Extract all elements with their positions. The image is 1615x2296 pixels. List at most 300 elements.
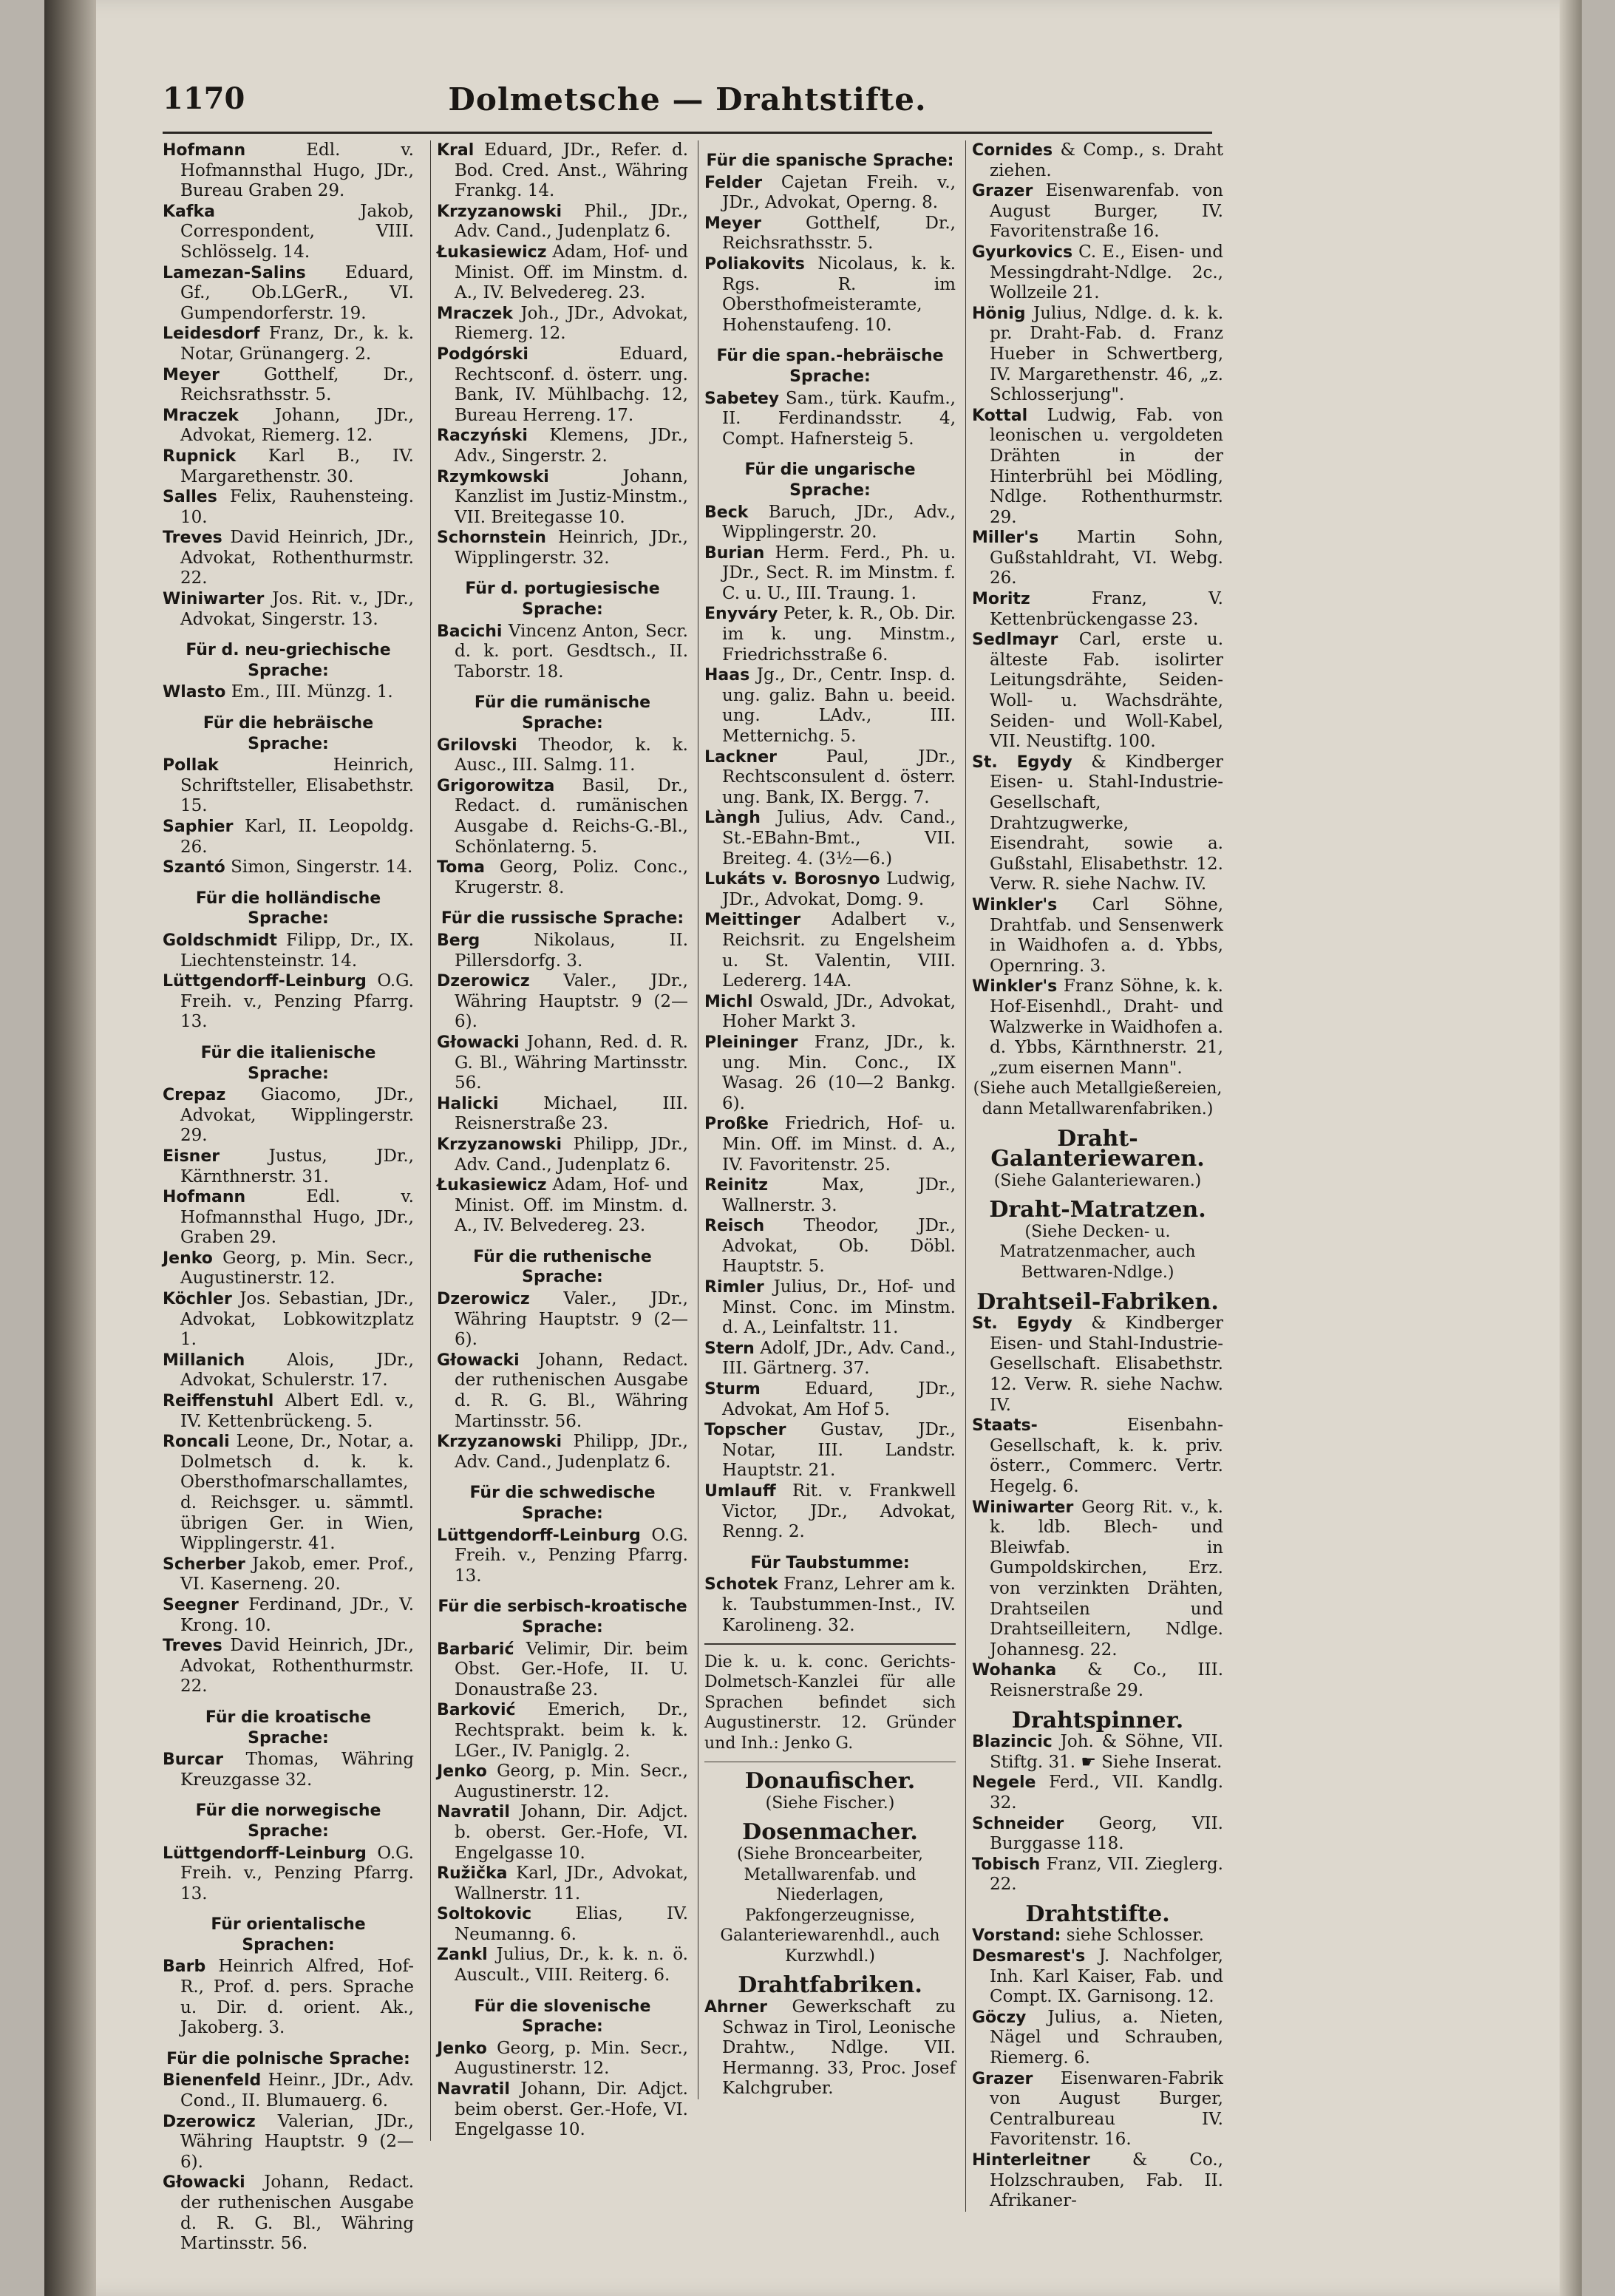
entry-name: Haas [704, 666, 750, 685]
entry-details: Eisenbahn-Gesellschaft, k. k. priv. österr., Commerc. Vertr. Hegelg. 6. [990, 1416, 1223, 1496]
entry-name: Hofmann [163, 141, 246, 160]
entry-name: Kottal [972, 406, 1028, 425]
entry-details: Adolf, JDr., Adv. Cand., III. Gärtnerg. 37. [722, 1338, 956, 1379]
entry-name: Treves [163, 529, 222, 548]
separator-rule [704, 1762, 956, 1763]
entry-details: Baruch, JDr., Adv., Wipplingerstr. 20. [722, 502, 956, 543]
directory-entry [437, 1134, 688, 1175]
entry-details: Ludwig, Fab. von leonischen u. vergoldeten Drähten in der Hinterbrühl bei Mödling, Ndlge. Rothenthurmstr. 29. [990, 405, 1223, 527]
entry-details: Friedrich, Hof- u. Min. Off. im Minst. d. A., IV. Favoritenstr. 25. [722, 1114, 956, 1175]
entry-details: Eisenwaren-Fabrik von August Burger, Centralbureau IV. Favoritenstr. 16. [990, 2068, 1223, 2150]
entry-name: Grilovski [437, 736, 517, 755]
directory-entry [163, 1843, 414, 1905]
directory-entry [437, 735, 688, 776]
entry-name: Winiwarter [972, 1498, 1074, 1517]
entry-name: Hönig [972, 304, 1026, 323]
entry-name: Barb [163, 1957, 206, 1977]
entry-name: Łukasiewicz [437, 242, 547, 262]
entry-name: Lackner [704, 747, 777, 767]
directory-entry [972, 752, 1223, 895]
entry-details: Georg, Poliz. Conc., Krugerstr. 8. [455, 857, 689, 897]
directory-entry [437, 621, 688, 683]
directory-entry [163, 2111, 414, 2173]
directory-entry [163, 2071, 415, 2111]
entry-details: Karl B., IV. Margarethenstr. 30. [180, 446, 414, 486]
entry-name: Seegner [163, 1595, 239, 1614]
directory-entry [704, 869, 956, 910]
entry-details: Paul, JDr., Rechtsconsulent d. österr. ung. Bank, IX. Bergg. 7. [722, 747, 956, 807]
entry-name: St. Egydy [972, 1314, 1072, 1334]
entry-name: Làngh [704, 809, 761, 828]
entry-name: Staats- [972, 1416, 1038, 1436]
entry-name: Sabetey [704, 389, 780, 408]
entry-details: Albert Edl. v., IV. Kettenbrückeng. 5. [180, 1391, 415, 1431]
language-heading: Für orientalische Sprachen: [211, 1915, 366, 1954]
directory-entry [163, 1636, 414, 1697]
entry-details: Johann, Red. d. R. G. Bl., Währing Martinsstr. 56. [455, 1032, 688, 1093]
directory-entry [163, 1146, 414, 1187]
header-rule [163, 132, 1212, 134]
entry-name: Głowacki [163, 2173, 245, 2193]
entry-name: Meyer [163, 365, 220, 384]
entry-details: Georg Rit. v., k. k. ldb. Blech- und Bleiwfab. in Gumpoldskirchen, Erz. von verzinkten Drähten, Drahtseilen und Drahtseilleitern, Ndlge. Johannesg. 22. [990, 1497, 1223, 1660]
entry-name: Eisner [163, 1147, 220, 1166]
entry-name: Schornstein [437, 529, 546, 548]
directory-entry [704, 1997, 956, 2099]
page-number: 1170 [163, 81, 245, 116]
directory-entry [437, 1945, 688, 1986]
directory-entry [704, 1379, 956, 1420]
entry-details: Heinrich, JDr., Wipplingerstr. 32. [455, 528, 688, 568]
language-heading: Für die kroatische Sprache: [205, 1708, 372, 1748]
entry-details: Johann, Dir. Adjct. beim oberst. Ger.-Hofe, VI. Engelgasse 10. [455, 2079, 688, 2140]
directory-entry [704, 604, 956, 665]
section-heading: Dosenmacher. [742, 1819, 918, 1846]
directory-entry [163, 755, 414, 817]
entry-details: C. E., Eisen- und Messingdraht-Ndlge. 2c., Wollzeile 21. [990, 242, 1223, 303]
entry-name: Grazer [972, 182, 1033, 201]
directory-entry [437, 857, 689, 898]
entry-details: Leone, Dr., Notar, a. Dolmetsch d. k. k. Obersthofmarschallamtes, d. Reichsger. u. sämmtl. übrigen Ger. in Wien, Wipplingerstr. 41. [180, 1432, 414, 1554]
cross-reference: (Siehe Galanteriewaren.) [993, 1171, 1202, 1190]
directory-entry [163, 364, 414, 406]
entry-details: Georg, p. Min. Secr., Augustinerstr. 12. [455, 2038, 688, 2079]
entry-name: Reisch [704, 1217, 765, 1236]
entry-name: Pleininger [704, 1033, 798, 1052]
directory-entry [972, 894, 1223, 977]
entry-name: Umlauff [704, 1482, 776, 1501]
entry-name: Michl [704, 992, 753, 1011]
entry-name: Salles [163, 488, 217, 507]
entry-details: Herm. Ferd., Ph. u. JDr., Sect. R. im Minstm. f. C. u. U., III. Traung. 1. [722, 543, 956, 603]
entry-details: Eduard, JDr., Refer. d. Bod. Cred. Anst., Währing Frankg. 14. [455, 140, 689, 201]
entry-name: Lüttgendorff-Leinburg [163, 1844, 367, 1863]
entry-name: Ružička [437, 1864, 508, 1884]
entry-details: Gustav, JDr., Notar, III. Landstr. Hauptstr. 21. [722, 1420, 956, 1481]
directory-entry [437, 1093, 688, 1135]
cross-reference: (Siehe Fischer.) [765, 1793, 895, 1813]
cross-reference: (Siehe auch Metallgießereien, dann Metallwarenfabriken.) [973, 1079, 1223, 1118]
language-heading: Für die ungarische Sprache: [744, 461, 916, 500]
language-heading: Für die norwegische Sprache: [195, 1801, 381, 1841]
entry-details: O.G. Freih. v., Penzing Pfarrg. 13. [180, 971, 414, 1032]
directory-entry [972, 1732, 1224, 1773]
entry-details: siehe Schlosser. [1066, 1926, 1204, 1946]
language-heading: Für d. portugiesische Sprache: [465, 580, 660, 619]
directory-entry [437, 1525, 688, 1587]
directory-entry [163, 1289, 414, 1351]
language-heading: Für die spanische Sprache: [706, 152, 954, 170]
directory-entry [437, 1904, 688, 1945]
directory-entry [163, 1187, 414, 1249]
entry-details: Simon, Singerstr. 14. [231, 857, 413, 877]
entry-name: Mraczek [437, 304, 513, 323]
section-heading: Draht-Matratzen. [989, 1197, 1206, 1223]
entry-name: Bacichi [437, 622, 503, 641]
entry-details: & Co., Holzschrauben, Fab. II. Afrikaner- [990, 2150, 1223, 2211]
entry-details: Nikolaus, II. Pillersdorfg. 3. [455, 930, 688, 971]
entry-details: Gotthelf, Dr., Reichsrathsstr. 5. [180, 364, 414, 405]
entry-details: Joh. & Söhne, VII. Stiftg. 31. ☛ Siehe Inserat. [990, 1732, 1224, 1772]
entry-details: Ludwig, JDr., Advokat, Domg. 9. [722, 869, 956, 909]
directory-entry [972, 630, 1224, 753]
entry-name: Stern [704, 1339, 755, 1358]
directory-entry [437, 1289, 688, 1351]
entry-details: Basil, Dr., Redact. d. rumänischen Ausgabe d. Reichs-G.-Bl., Schönlaterng. 5. [455, 775, 688, 857]
entry-name: Saphier [163, 818, 234, 836]
entry-details: Georg, VII. Burggasse 118. [990, 1813, 1223, 1854]
entry-details: Valer., JDr., Währing Hauptstr. 9 (2—6). [455, 971, 688, 1032]
language-heading: Für die span.-hebräische Sprache: [716, 347, 944, 386]
directory-entry [437, 466, 688, 529]
entry-name: Jenko [163, 1249, 213, 1268]
directory-entry [437, 1175, 688, 1237]
directory-entry [972, 1314, 1223, 1416]
directory-entry [972, 1660, 1224, 1701]
directory-entry [163, 857, 414, 878]
entry-details: Elias, IV. Neumanng. 6. [455, 1904, 688, 1944]
next-page-edge [1560, 0, 1582, 2296]
directory-entry [704, 1175, 956, 1216]
entry-name: Raczyński [437, 427, 528, 446]
entry-name: Leidesdorf [163, 325, 260, 344]
entry-details: Johann, Redact. der ruthenischen Ausgabe d. R. G. Bl., Währing Martinsstr. 56. [180, 2173, 415, 2254]
entry-name: Kafka [163, 202, 215, 221]
directory-entry [163, 487, 414, 528]
directory-entry [437, 1864, 689, 1904]
directory-entry [972, 1926, 1223, 1946]
entry-name: Winkler's [972, 895, 1058, 914]
entry-details: Carl Söhne, Drahtfab. und Sensenwerk in Waidhofen a. d. Ybbs, Opernring. 3. [990, 894, 1223, 976]
entry-name: Bienenfeld [163, 2071, 262, 2090]
directory-entry [972, 303, 1224, 406]
directory-entry [437, 2079, 688, 2141]
entry-name: Halicki [437, 1094, 499, 1113]
directory-entry [704, 213, 956, 254]
entry-name: Desmarest's [972, 1947, 1086, 1966]
directory-entry [704, 1277, 956, 1339]
entry-details: Eduard, Rechtsconf. d. österr. ung. Bank, IV. Mühlbachg. 12, Bureau Herreng. 17. [455, 344, 688, 425]
entry-name: Grigorowitza [437, 776, 555, 795]
entry-name: Hofmann [163, 1188, 246, 1207]
directory-entry [972, 528, 1223, 589]
entry-details: Rit. v. Frankwell Victor, JDr., Advokat, Renng. 2. [722, 1481, 956, 1542]
directory-entry [704, 910, 956, 991]
entry-name: Winkler's [972, 977, 1058, 996]
entry-name: Podgórski [437, 344, 528, 364]
directory-entry [704, 543, 956, 605]
entry-details: Theodor, JDr., Advokat, Ob. Döbl. Hauptstr. 5. [722, 1216, 956, 1277]
directory-entry [163, 1594, 415, 1636]
directory-entry [972, 405, 1223, 529]
entry-name: Proßke [704, 1115, 769, 1134]
entry-details: Philipp, JDr., Adv. Cand., Judenplatz 6. [455, 1134, 688, 1175]
entry-name: Poliakovits [704, 254, 805, 274]
entry-details: Jos. Rit. v., JDr., Advokat, Singerstr. 13. [180, 589, 414, 629]
entry-details: Em., III. Münzg. 1. [231, 682, 393, 702]
entry-details: Adam, Hof- und Minist. Off. im Minstm. d. A., IV. Belvedereg. 23. [455, 1175, 688, 1236]
directory-entry [163, 324, 414, 364]
entry-details: Oswald, JDr., Advokat, Hoher Markt 3. [722, 991, 956, 1032]
directory-entry [163, 1554, 414, 1595]
entry-name: Moritz [972, 590, 1030, 609]
entry-name: Enyváry [704, 605, 778, 624]
entry-name: Berg [437, 931, 480, 950]
entry-details: Klemens, JDr., Adv., Singerstr. 2. [455, 426, 688, 466]
directory-entry [704, 808, 956, 869]
entry-name: Navratil [437, 2080, 510, 2099]
language-heading: Für die rumänische Sprache: [474, 693, 651, 733]
entry-details: Valer., JDr., Währing Hauptstr. 9 (2—6). [455, 1289, 688, 1350]
entry-details: & Comp., s. Draht ziehen. [990, 140, 1224, 180]
directory-entry [704, 1216, 956, 1277]
entry-details: Cajetan Freih. v., JDr., Advokat, Operng. 8. [722, 172, 956, 213]
entry-name: Burcar [163, 1750, 224, 1770]
entry-details: Jg., Dr., Centr. Insp. d. ung. galiz. Bahn u. beeid. ung. LAdv., III. Metternichg. 5. [722, 665, 956, 747]
directory-entry [704, 1481, 956, 1543]
directory-entry [163, 140, 414, 202]
page-gutter [44, 0, 96, 2296]
entry-details: Jakob, emer. Prof., VI. Kaserneng. 20. [180, 1554, 414, 1594]
entry-details: Edl. v. Hofmannsthal Hugo, JDr., Bureau Graben 29. [180, 140, 414, 201]
entry-details: Adalbert v., Reichsrit. zu Engelsheim u. St. Valentin, VIII. Ledererg. 14A. [722, 910, 956, 991]
entry-name: Topscher [704, 1421, 786, 1440]
cross-reference: (Siehe Decken- u. Matratzenmacher, auch Bettwaren-Ndlge.) [999, 1222, 1196, 1283]
directory-entry [972, 589, 1223, 630]
entry-name: Treves [163, 1637, 222, 1656]
entry-name: Lamezan-Salins [163, 263, 306, 282]
directory-entry [972, 1813, 1223, 1855]
entry-name: Rzymkowski [437, 467, 549, 486]
entry-name: Głowacki [437, 1033, 520, 1052]
language-heading: Für d. neu-griechische Sprache: [186, 641, 391, 680]
language-heading: Für die hebräische Sprache: [203, 714, 374, 753]
entry-details: Johann, Redact. der ruthenischen Ausgabe d. R. G. Bl., Währing Martinsstr. 56. [455, 1350, 689, 1431]
entry-name: Navratil [437, 1803, 510, 1822]
entry-name: Millanich [163, 1351, 245, 1370]
entry-details: Phil., JDr., Adv. Cand., Judenplatz 6. [455, 201, 688, 242]
language-heading: Für die serbisch-kroatische Sprache: [438, 1597, 687, 1637]
directory-entry [163, 817, 415, 857]
directory-entry [437, 201, 688, 242]
entry-details: Gewerkschaft zu Schwaz in Tirol, Leonische Drahtw., Ndlge. VII. Hermanng. 33, Proc. Josef Kalchgruber. [722, 1997, 956, 2099]
entry-name: Lüttgendorff-Leinburg [437, 1526, 641, 1545]
entry-name: Kral [437, 141, 475, 160]
entry-details: Julius, Dr., Hof- und Minst. Conc. im Minstm. d. A., Leinfaltstr. 11. [722, 1277, 956, 1338]
entry-name: Negele [972, 1773, 1036, 1793]
entry-details: Franz, Dr., k. k. Notar, Grünangerg. 2. [180, 324, 414, 364]
entry-name: Barković [437, 1701, 516, 1720]
running-head: Dolmetsche — Drahtstifte. [448, 81, 927, 118]
directory-entry [704, 991, 956, 1033]
entry-details: O.G. Freih. v., Penzing Pfarrg. 13. [180, 1843, 414, 1903]
directory-entry [437, 303, 688, 344]
directory-entry [163, 405, 414, 446]
entry-details: Julius, a. Nieten, Nägel und Schrauben, Riemerg. 6. [990, 2007, 1224, 2068]
entry-details: Franz, Lehrer am k. k. Taubstummen-Inst., IV. Karolineng. 32. [722, 1575, 956, 1635]
entry-name: Wohanka [972, 1661, 1057, 1680]
directory-entry [972, 242, 1223, 304]
language-heading: Für die holländische Sprache: [195, 889, 381, 928]
entry-name: Łukasiewicz [437, 1176, 547, 1195]
entry-name: Cornides [972, 141, 1053, 160]
entry-name: Jenko [437, 2039, 487, 2058]
entry-details: Ferd., VII. Kandlg. 32. [990, 1773, 1223, 1813]
language-heading: Für die russische Sprache: [441, 909, 684, 928]
directory-entry [163, 930, 414, 971]
entry-details: Filipp, Dr., IX. Liechtensteinstr. 14. [180, 930, 414, 971]
entry-details: Felix, Rauhensteing. 10. [180, 487, 414, 527]
entry-details: O.G. Freih. v., Penzing Pfarrg. 13. [455, 1525, 688, 1586]
entry-name: Hinterleitner [972, 2151, 1090, 2170]
directory-entry [163, 1957, 414, 2038]
directory-entry [972, 181, 1223, 242]
language-heading: Für die italienische Sprache: [200, 1043, 376, 1083]
entry-details: Heinr., JDr., Adv. Cond., II. Blumauerg. 6. [180, 2071, 415, 2111]
entry-name: Meyer [704, 214, 761, 233]
directory-entry [163, 1750, 414, 1790]
entry-details: Alois, JDr., Advokat, Schulerstr. 17. [180, 1350, 414, 1390]
entry-details: Franz Söhne, k. k. Hof-Eisenhdl., Draht- und Walzwerke in Waidhofen a. d. Ybbs, Kärnthnerstr. 21, „zum eisernen Mann". [990, 977, 1223, 1078]
directory-entry [704, 502, 956, 543]
entry-name: Reinitz [704, 1176, 768, 1195]
entry-details: Sam., türk. Kaufm., II. Ferdinandsstr. 4, Compt. Hafnersteig 5. [722, 388, 956, 449]
entry-details: Julius, Ndlge. d. k. k. pr. Draht-Fab. d. Franz Hueber in Schwertberg, IV. Margarethenstr. 46, „z. Schlosserjung". [990, 303, 1224, 405]
entry-name: Toma [437, 858, 485, 877]
entry-details: Georg, p. Min. Secr., Augustinerstr. 12. [455, 1762, 688, 1801]
entry-details: Theodor, k. k. Ausc., III. Salmg. 11. [455, 735, 688, 775]
directory-entry [163, 1085, 414, 1147]
entry-details: Johann, JDr., Advokat, Riemerg. 12. [180, 405, 414, 446]
directory-entry [972, 1497, 1223, 1661]
directory-entry [972, 977, 1223, 1079]
directory-entry [704, 1032, 956, 1114]
entry-details: Valerian, JDr., Währing Hauptstr. 9 (2—6). [180, 2111, 414, 2172]
notice-paragraph: Die k. u. k. conc. Gerichts-Dolmetsch-Kanzlei für alle Sprachen befindet sich Augustinerstr. 12. Gründer und Inh.: Jenko G. [704, 1652, 956, 1753]
entry-name: Schotek [704, 1575, 778, 1594]
column-2 [430, 140, 688, 2141]
entry-name: Winiwarter [163, 590, 265, 609]
entry-name: Crepaz [163, 1086, 226, 1105]
entry-details: Martin Sohn, Gußstahldraht, VI. Webg. 26. [990, 528, 1223, 588]
directory-entry [704, 665, 956, 747]
directory-entry [437, 344, 688, 426]
entry-name: Beck [704, 503, 749, 522]
entry-name: Schneider [972, 1814, 1064, 1833]
entry-name: Głowacki [437, 1351, 520, 1370]
entry-name: Rimler [704, 1278, 764, 1297]
entry-details: J. Nachfolger, Inh. Karl Kaiser, Fab. und Compt. IX. Garnisong. 12. [990, 1946, 1223, 2007]
entry-name: Blazincic [972, 1733, 1053, 1752]
directory-entry [437, 971, 688, 1033]
entry-name: Göczy [972, 2008, 1027, 2027]
entry-details: Edl. v. Hofmannsthal Hugo, JDr., Graben 29. [180, 1187, 414, 1248]
entry-details: Carl, erste u. älteste Fab. isolirter Leitungsdrähte, Seiden- Woll- u. Wachsdrähte, Seiden- und Woll-Kabel, VII. Neustiftg. 100. [990, 630, 1224, 752]
directory-entry [163, 971, 414, 1033]
directory-entry [437, 1432, 688, 1473]
entry-name: St. Egydy [972, 753, 1072, 772]
directory-entry [163, 2173, 415, 2254]
directory-entry [972, 1946, 1223, 2008]
directory-entry [163, 1248, 414, 1289]
directory-entry [163, 589, 414, 630]
entry-details: Heinrich, Schriftsteller, Elisabethstr. 15. [180, 755, 414, 816]
entry-name: Krzyzanowski [437, 1433, 562, 1452]
directory-entry [704, 1338, 956, 1379]
entry-details: David Heinrich, JDr., Advokat, Rothenthurmstr. 22. [180, 1636, 414, 1696]
directory-entry [972, 2007, 1224, 2069]
entry-details: Karl, II. Leopoldg. 26. [180, 817, 415, 857]
directory-entry [437, 1802, 688, 1864]
entry-name: Reiffenstuhl [163, 1392, 274, 1411]
separator-rule [704, 1643, 956, 1645]
directory-entry [163, 201, 414, 263]
language-heading: Für die schwedische Sprache: [469, 1484, 656, 1523]
directory-entry [437, 242, 688, 304]
entry-details: & Co., III. Reisnerstraße 29. [990, 1660, 1224, 1700]
entry-details: Michael, III. Reisnerstraße 23. [455, 1093, 688, 1134]
entry-details: Velimir, Dir. beim Obst. Ger.-Hofe, II. U. Donaustraße 23. [455, 1639, 688, 1699]
directory-entry [704, 1114, 956, 1175]
entry-details: Julius, Dr., k. k. n. ö. Auscult., VIII. Reiterg. 6. [455, 1945, 688, 1986]
directory-entry [704, 1575, 956, 1636]
directory-entry [972, 2150, 1223, 2212]
section-heading: Draht-Galanteriewaren. [990, 1125, 1205, 1172]
column-3 [698, 140, 956, 2099]
directory-entry [972, 140, 1224, 181]
section-heading: Drahtstifte. [1025, 1901, 1170, 1927]
section-heading: Donaufischer. [744, 1768, 916, 1795]
entry-name: Burian [704, 543, 765, 563]
language-heading: Für die ruthenische Sprache: [473, 1247, 652, 1287]
section-heading: Drahtseil-Fabriken. [976, 1288, 1219, 1315]
column-1 [163, 140, 414, 2255]
directory-entry [972, 1773, 1223, 1813]
entry-details: Eduard, Gf., Ob.LGerR., VI. Gumpendorferstr. 19. [180, 262, 414, 323]
column-4 [965, 140, 1223, 2212]
entry-name: Gyurkovics [972, 242, 1073, 262]
entry-name: Krzyzanowski [437, 1135, 562, 1154]
cross-reference: (Siehe Broncearbeiter, Metallwarenfab. und Niederlagen, Pakfongerzeugnisse, Galanteriewarenhdl., auch Kurzwhdl.) [720, 1844, 940, 1966]
directory-entry [972, 2068, 1223, 2150]
directory-entry [437, 1350, 689, 1432]
entry-name: Dzerowicz [437, 1290, 530, 1309]
directory-entry [163, 1432, 414, 1555]
entry-details: David Heinrich, JDr., Advokat, Rothenthurmstr. 22. [180, 528, 414, 588]
directory-entry [437, 528, 688, 568]
entry-details: Jos. Sebastian, JDr., Advokat, Lobkowitzplatz 1. [180, 1289, 414, 1350]
directory-entry [437, 426, 688, 466]
